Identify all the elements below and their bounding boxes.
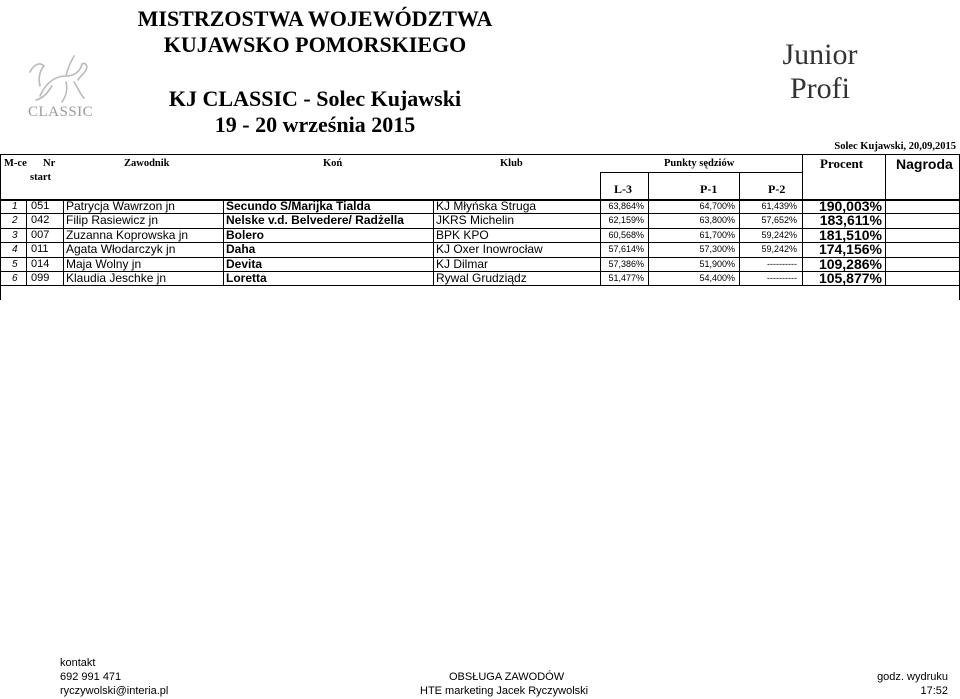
category-line-1: Junior xyxy=(782,38,858,71)
row-rider: Klaudia Jeschke jn xyxy=(66,271,167,285)
col-header-mce: M-ce xyxy=(4,158,27,169)
row-total: 181,510% xyxy=(818,227,882,243)
print-time-label: godz. wydruku xyxy=(877,671,948,683)
row-rank: 4 xyxy=(12,244,18,255)
row-p2: 59,242% xyxy=(761,244,797,254)
row-rank: 6 xyxy=(12,273,18,284)
col-divider xyxy=(802,154,803,286)
row-rank: 3 xyxy=(12,230,18,241)
col-divider xyxy=(433,200,434,286)
contact-label: kontakt xyxy=(60,657,96,669)
row-l3: 51,477% xyxy=(608,273,644,283)
row-club: KJ Oxer Inowrocław xyxy=(436,242,543,256)
title-line-4: 19 - 20 września 2015 xyxy=(214,112,416,137)
place-date: Solec Kujawski, 20,09,2015 xyxy=(834,141,956,152)
row-horse: Secundo S/Marijka Tialda xyxy=(226,199,371,213)
row-rank: 1 xyxy=(12,201,18,212)
col-header-p1: P-1 xyxy=(700,182,718,196)
row-horse: Devita xyxy=(226,257,263,271)
row-p1: 63,800% xyxy=(699,215,735,225)
row-rider: Agata Włodarczyk jn xyxy=(66,242,176,256)
col-header-nr: Nr xyxy=(43,158,56,169)
row-p2: ---------- xyxy=(767,259,797,269)
row-start: 007 xyxy=(31,229,50,241)
logo-text: CLASSIC xyxy=(28,104,94,120)
row-club: KJ Dilmar xyxy=(436,257,489,271)
row-total: 109,286% xyxy=(818,256,882,272)
row-l3: 57,614% xyxy=(608,244,644,254)
row-start: 011 xyxy=(31,243,49,255)
contact-phone: 692 991 471 xyxy=(60,671,122,683)
title-line-3: KJ CLASSIC - Solec Kujawski xyxy=(168,86,462,111)
row-club: BPK KPO xyxy=(436,228,489,242)
row-p1: 54,400% xyxy=(699,273,735,283)
print-time: 17:52 xyxy=(920,685,948,697)
col-divider xyxy=(63,200,64,286)
col-header-club: Klub xyxy=(500,158,523,169)
col-header-judges: Punkty sędziów xyxy=(664,158,735,169)
row-total: 105,877% xyxy=(818,270,882,286)
row-p1: 57,300% xyxy=(699,244,735,254)
contact-email: ryczywolski@interia.pl xyxy=(60,685,169,697)
row-l3: 57,386% xyxy=(608,259,644,269)
row-p2: 57,652% xyxy=(761,215,797,225)
col-header-start: start xyxy=(30,172,51,183)
row-rider: Patrycja Wawrzon jn xyxy=(66,199,175,213)
row-start: 099 xyxy=(31,272,50,284)
row-club: Rywal Grudziądz xyxy=(436,271,527,285)
row-horse: Daha xyxy=(226,242,256,256)
col-header-p2: P-2 xyxy=(768,182,786,196)
col-header-percent: Procent xyxy=(820,156,864,171)
judges-divider xyxy=(600,172,802,173)
row-total: 190,003% xyxy=(818,198,882,214)
row-l3: 62,159% xyxy=(608,215,644,225)
col-divider xyxy=(885,154,886,286)
row-club: KJ Młyńska Struga xyxy=(436,199,537,213)
row-start: 014 xyxy=(31,258,50,270)
row-club: JKRS Michelin xyxy=(436,213,515,227)
table-top-border xyxy=(0,154,960,155)
col-header-award: Nagroda xyxy=(896,156,953,172)
row-start: 051 xyxy=(31,200,50,212)
row-horse: Nelske v.d. Belvedere/ Radżella xyxy=(226,213,404,227)
row-rider: Filip Rasiewicz jn xyxy=(66,213,159,227)
row-p1: 51,900% xyxy=(699,259,735,269)
classic-logo xyxy=(22,52,104,124)
col-divider xyxy=(26,200,27,286)
competition-category xyxy=(740,38,900,106)
row-start: 042 xyxy=(31,214,50,226)
row-p2: 59,242% xyxy=(761,230,797,240)
row-horse: Bolero xyxy=(226,228,265,242)
col-header-l3: L-3 xyxy=(614,182,632,196)
table-left-border xyxy=(0,154,1,300)
service-name: HTE marketing Jacek Ryczywolski xyxy=(420,685,589,697)
col-divider xyxy=(648,172,649,286)
service-label: OBSŁUGA ZAWODÓW xyxy=(449,671,565,683)
row-rider: Maja Wolny jn xyxy=(66,257,142,271)
category-line-2: Profi xyxy=(790,72,850,105)
row-p2: ---------- xyxy=(767,273,797,283)
col-header-rider: Zawodnik xyxy=(124,158,170,169)
title-line-1: MISTRZOSTWA WOJEWÓDZTWA xyxy=(137,6,493,31)
event-title xyxy=(100,6,530,138)
row-rank: 5 xyxy=(12,259,18,270)
row-total: 183,611% xyxy=(819,212,882,228)
row-l3: 63,864% xyxy=(608,201,644,211)
row-rank: 2 xyxy=(12,215,18,226)
col-divider xyxy=(223,200,224,286)
row-horse: Loretta xyxy=(226,271,267,285)
col-header-horse: Koń xyxy=(323,158,343,169)
row-p1: 64,700% xyxy=(699,201,735,211)
row-p2: 61,439% xyxy=(761,201,797,211)
row-total: 174,156% xyxy=(818,241,882,257)
row-p1: 61,700% xyxy=(699,230,735,240)
row-l3: 60,568% xyxy=(608,230,644,240)
row-rider: Zuzanna Koprowska jn xyxy=(66,228,189,242)
title-line-2: KUJAWSKO POMORSKIEGO xyxy=(163,32,467,57)
